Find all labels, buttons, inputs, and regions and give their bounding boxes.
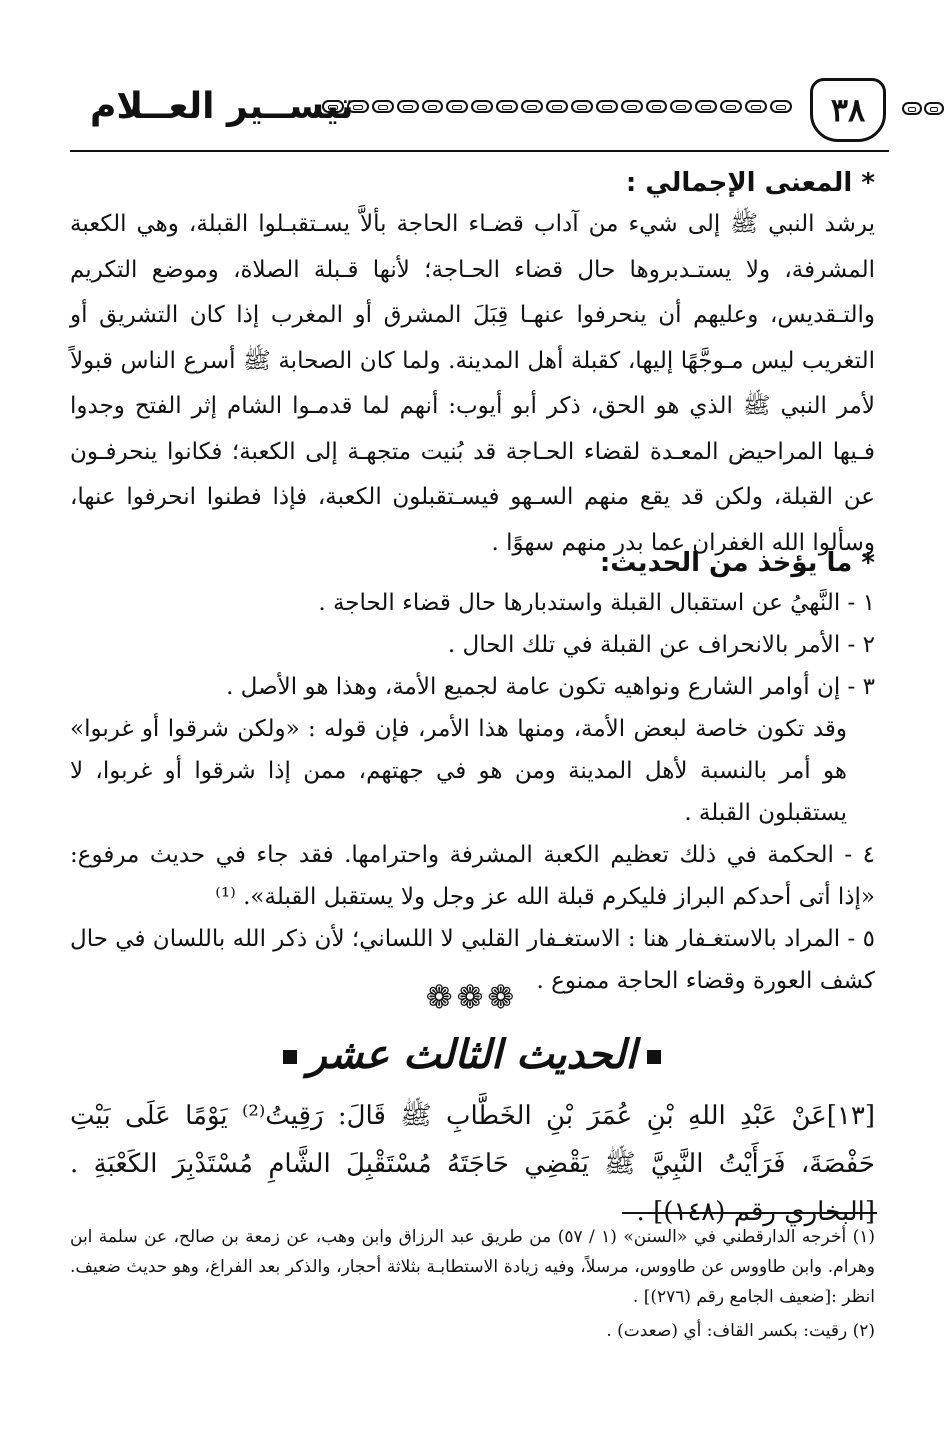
hadith-title: [0, 1032, 944, 1078]
page-number: ٣٨: [810, 78, 886, 142]
section-heading: * المعنى الإجمالي :: [625, 168, 875, 198]
footnote: (١) أخرجه الدارقطني في «السنن» (١ / ٥٧) من طريق عبد الرزاق وابن وهب، عن زمعة بن صالح، عن سلمة ابن وهرام. وابن طاووس عن طاووس، مرسلاً، وفيه زيادة الاستطابـة بثلاثة أحجار، والذكر بعد الفراغ، وهو حديث ضعيف. انظر :[ضعيف الجامع رقم (٢٧٦)] .: [70, 1227, 875, 1307]
hadith-title-text: الحديث الثالث عشر: [307, 1032, 637, 1078]
footnote: (٢) رقيت: بكسر القاف: أي (صعدت) .: [606, 1321, 875, 1341]
square-bullet: [283, 1050, 297, 1064]
header-ornament-right: [902, 102, 944, 115]
list-item: ٥ - المراد بالاستغـفار هنا : الاستغـفار القلبي لا اللساني؛ لأن ذكر الله باللسان في حال كشف العورة وقضاء الحاجة ممنوع .: [70, 926, 875, 994]
header-rule: [70, 150, 889, 152]
section-ornament: ❁❁❁: [425, 978, 519, 1016]
header-ornament-chain: [322, 100, 792, 118]
section-lessons: [70, 548, 875, 1002]
list-item: ٢ - الأمر بالانحراف عن القبلة في تلك الحال .: [447, 632, 875, 658]
paragraph: يرشد النبي ﷺ إلى شيء من آداب قضـاء الحاجة بألاَّ يسـتقبـلوا القبلة، وهي الكعبة المشرفة، ولا يستـدبروها حال قضاء الحـاجة؛ لأنها قـبلة الصلاة، وموضع التكريم والتـقديس، وعليهم أن ينحرفوا عنهـا قِبَلَ المشرق أو المغرب إذا كان التشريق أو التغريب ليس مـوجَّهًا إليها، كقبلة أهل المدينة. ولما كان الصحابة ﷺ أسرع الناس قبولاً لأمر النبي ﷺ الذي هو الحق، ذكر أبو أيوب: أنهم لما قدمـوا الشام إثر الفتح وجدوا فـيها المراحيض المعـدة لقضاء الحـاجة قد بُنيت متجهـة إلى الكعبة؛ فكانوا ينحرفـون عن القبلة، ولكن قد يقع منهم السـهو فيسـتقبلون الكعبة، فإذا فطنوا انحرفوا عنها، وسألوا الله الغفران عما بدر منهم سهوًا .: [70, 211, 875, 556]
hadith-text: [١٣]عَنْ عَبْدِ اللهِ بْنِ عُمَرَ بْنِ الخَطَّابِ ﷺ قَالَ: رَقِيتُ⁽²⁾ يَوْمًا عَلَى بَيْتِ حَفْصَةَ، فَرَأَيْتُ النَّبِيَّ ﷺ يَقْضِي حَاجَتَهُ مُسْتَقْبِلَ الشَّامِ مُسْتَدْبِرَ الكَعْبَةِ . [البخاري رقم (١٤٨)] .: [70, 1101, 875, 1227]
list-item: ٣ - إن أوامر الشارع ونواهيه تكون عامة لجميع الأمة، وهذا هو الأصل .: [226, 674, 875, 700]
footnote-rule: [622, 1212, 877, 1214]
square-bullet: [647, 1050, 661, 1064]
book-title: تيســير العــلام: [90, 86, 354, 127]
list-item: ٤ - الحكمة في ذلك تعظيم الكعبة المشرفة واحترامها. فقد جاء في حديث مرفوع: «إذا أتى أحدكم البراز فليكرم قبلة الله عز وجل ولا يستقبل القبلة». ⁽¹⁾: [70, 842, 875, 910]
section-heading: * ما يؤخذ من الحديث:: [599, 548, 875, 578]
section-general-meaning: [70, 168, 875, 566]
list-item-continuation: وقد تكون خاصة لبعض الأمة، ومنها هذا الأمر، فإن قوله : «ولكن شرقوا أو غربوا» هو أمر بالنسبة لأهل المدينة ومن هو في جهتهم، ممن إذا شرقوا أو غربوا، لا يستقبلون القبلة .: [70, 716, 847, 826]
running-header: [60, 78, 889, 142]
list-item: ١ - النَّهيُ عن استقبال القبلة واستدبارها حال قضاء الحاجة .: [318, 590, 875, 616]
